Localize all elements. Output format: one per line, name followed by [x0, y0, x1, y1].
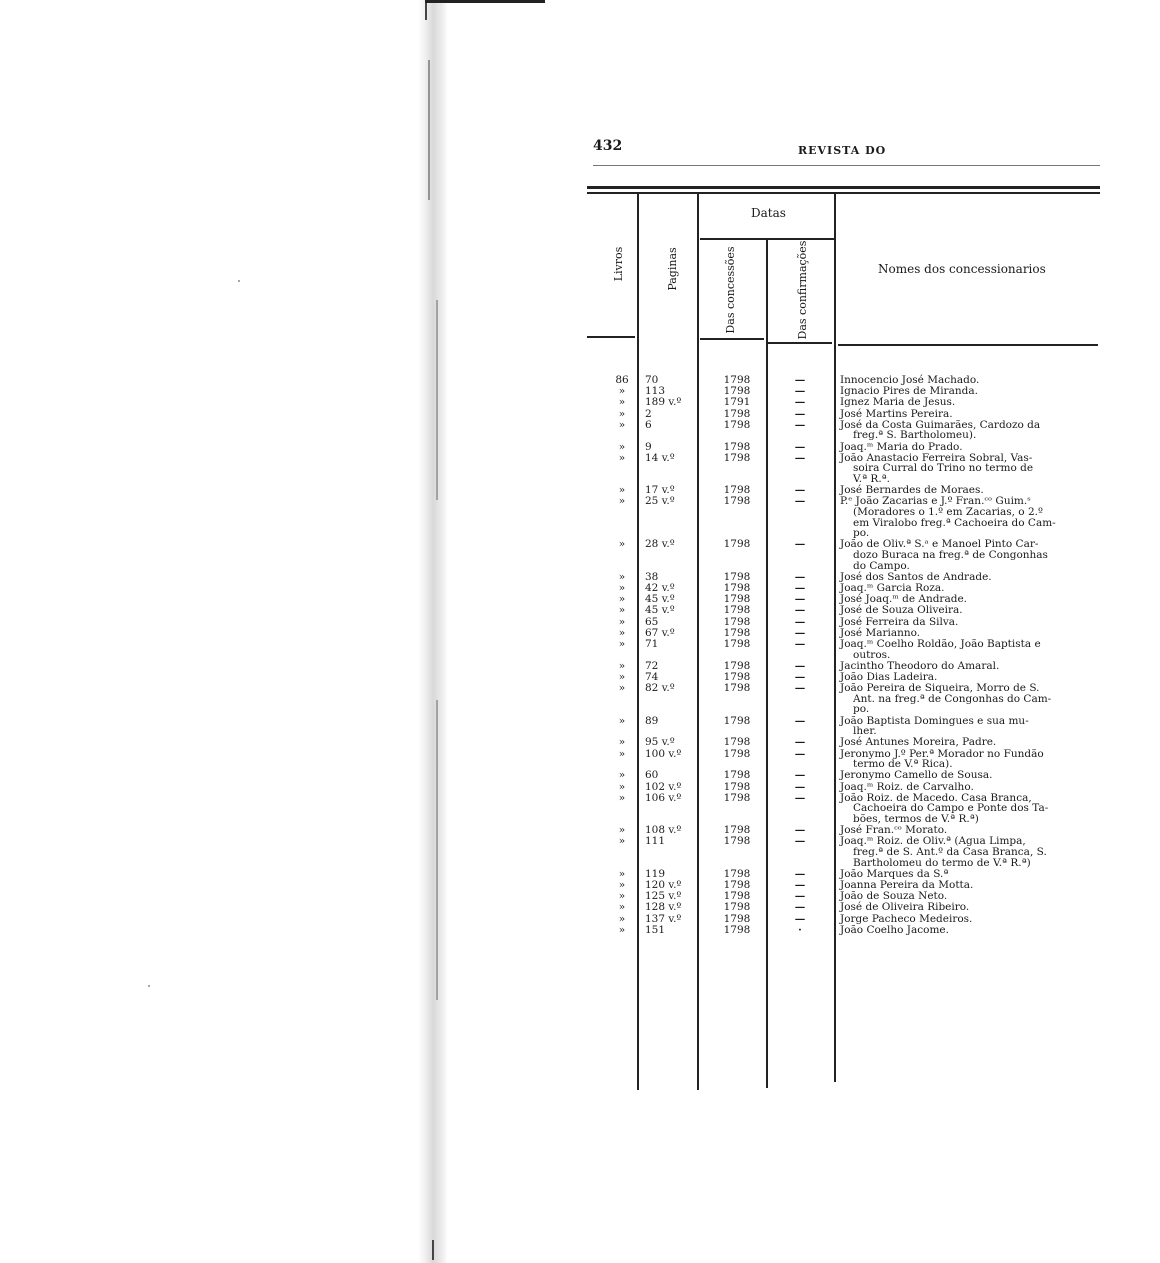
concessao-cell: 1798 — [723, 923, 751, 936]
livro-cell: » — [618, 901, 626, 914]
nome-line: po. — [853, 703, 870, 716]
livro-cell: » — [618, 396, 626, 409]
nome-line: Jorge Pacheco Medeiros. — [840, 912, 973, 925]
confirmacao-cell: — — [794, 890, 806, 903]
livro-cell: » — [618, 538, 626, 551]
pagina-cell: 14 v.º — [645, 451, 675, 464]
nome-line: Joaq.ᵐ Garcia Roza. — [840, 582, 945, 594]
nome-line: P.ᵉ João Zacarias e J.º Fran.ᶜᵒ Guim.ˢ — [840, 495, 1031, 508]
livro-cell: » — [618, 912, 626, 925]
nome-line: José Ferreira da Silva. — [840, 615, 959, 628]
pagina-cell: 17 v.º — [645, 484, 675, 497]
table-row — [0, 923, 1160, 937]
confirmacao-cell: — — [794, 451, 806, 464]
pagina-cell: 100 v.º — [645, 747, 682, 760]
nome-line: dozo Buraca na freg.ª de Congonhas — [853, 548, 1048, 561]
nome-line: Cachoeira do Campo e Ponte dos Ta- — [853, 802, 1049, 815]
confirmacao-cell: — — [794, 374, 806, 386]
confirmacao-cell: — — [794, 582, 806, 594]
pagina-cell: 189 v.º — [645, 396, 682, 409]
concessao-cell: 1798 — [723, 615, 751, 628]
header-bottom-rule — [700, 338, 764, 340]
concessao-cell: 1798 — [723, 835, 751, 848]
confirmacao-cell: — — [794, 747, 806, 760]
nome-line: soira Curral do Trino no termo de — [853, 462, 1034, 475]
concessao-cell: 1798 — [723, 407, 751, 420]
livro-cell: » — [618, 780, 626, 793]
livro-cell: » — [618, 615, 626, 628]
nome-line: Jacintho Theodoro do Amaral. — [840, 659, 1000, 672]
concessao-cell: 1798 — [723, 374, 751, 386]
concessao-cell: 1798 — [723, 879, 751, 891]
concessao-cell: 1798 — [723, 682, 751, 695]
livro-cell: » — [618, 407, 626, 420]
nome-line: Ignacio Pires de Miranda. — [840, 385, 978, 398]
livro-cell: » — [618, 769, 626, 782]
table-row — [0, 714, 1160, 738]
confirmacao-cell: — — [794, 626, 806, 639]
concessao-cell: 1798 — [723, 538, 751, 551]
livro-cell: » — [618, 824, 626, 837]
concessao-cell: 1798 — [723, 582, 751, 594]
livro-cell: » — [618, 626, 626, 639]
confirmacao-cell: — — [794, 867, 806, 880]
livro-cell: » — [618, 495, 626, 508]
gutter-edge-line — [432, 1240, 434, 1260]
pagina-cell: 70 — [645, 374, 659, 386]
confirmacao-cell: — — [794, 671, 806, 683]
table-top-rule-2 — [587, 192, 1100, 194]
table-top-rule — [587, 186, 1100, 189]
livro-cell: » — [618, 484, 626, 497]
livro-cell: » — [618, 867, 626, 880]
livro-cell: » — [618, 604, 626, 617]
confirmacao-cell: — — [794, 736, 806, 749]
top-edge-rule — [425, 0, 545, 3]
pagina-cell: 60 — [645, 769, 659, 782]
concessao-cell: 1798 — [723, 912, 751, 925]
livro-cell: » — [618, 385, 626, 398]
nome-line: José dos Santos de Andrade. — [840, 570, 992, 583]
nome-line: Jeronymo Camello de Sousa. — [840, 769, 993, 782]
concessao-cell: 1798 — [723, 440, 751, 453]
table-row — [0, 418, 1160, 442]
table-row — [0, 791, 1160, 825]
nome-line: outros. — [853, 648, 891, 661]
confirmacao-cell: — — [794, 912, 806, 925]
concessao-cell: 1798 — [723, 714, 751, 727]
concessao-cell: 1798 — [723, 747, 751, 760]
paginas-header: Paginas — [666, 247, 679, 291]
header-bottom-rule — [768, 342, 832, 344]
left-page-speck — [238, 280, 240, 282]
livro-cell: » — [618, 593, 626, 606]
nome-line: João Dias Ladeira. — [840, 671, 938, 683]
nome-line: José de Oliveira Ribeiro. — [840, 901, 970, 914]
concessao-cell: 1798 — [723, 671, 751, 683]
confirmacao-cell: — — [794, 440, 806, 453]
pagina-cell: 42 v.º — [645, 582, 675, 594]
nome-line: José Joaq.ᵐ de Andrade. — [840, 593, 967, 606]
pagina-cell: 106 v.º — [645, 791, 682, 804]
datas-header: Datas — [751, 206, 786, 220]
pagina-cell: 45 v.º — [645, 604, 675, 617]
pagina-cell: 9 — [645, 440, 652, 453]
table-row — [0, 681, 1160, 716]
livro-cell: » — [618, 671, 626, 683]
table-row — [0, 747, 1160, 771]
table-row — [0, 834, 1160, 869]
concessao-cell: 1798 — [723, 736, 751, 749]
pagina-cell: 71 — [645, 638, 659, 650]
concessao-cell: 1798 — [723, 824, 751, 837]
confirmacao-cell: — — [794, 615, 806, 628]
pagina-cell: 45 v.º — [645, 593, 675, 606]
livro-cell: » — [618, 659, 626, 672]
pagina-cell: 113 — [645, 385, 666, 398]
confirmacao-cell: — — [794, 418, 806, 431]
pagina-cell: 6 — [645, 418, 652, 431]
nome-line: do Campo. — [853, 559, 910, 572]
confirmacao-cell: — — [794, 593, 806, 606]
pagina-cell: 102 v.º — [645, 780, 682, 793]
nome-line: lher. — [853, 725, 877, 738]
concessao-cell: 1798 — [723, 791, 751, 804]
confirmacao-cell: — — [794, 714, 806, 727]
livros-header: Livros — [612, 246, 625, 282]
nome-line: Ignez Maria de Jesus. — [840, 396, 956, 409]
nome-line: João Roiz. de Macedo. Casa Branca, — [840, 791, 1032, 804]
confirmacao-cell: — — [794, 385, 806, 398]
header-rule — [593, 165, 1100, 166]
confirmacao-cell: — — [794, 780, 806, 793]
livro-cell: 86 — [615, 374, 629, 386]
pagina-cell: 28 v.º — [645, 538, 675, 551]
concessao-cell: 1798 — [723, 769, 751, 782]
pagina-cell: 2 — [645, 407, 652, 420]
nome-line: Ant. na freg.ª de Congonhas do Cam- — [853, 692, 1052, 705]
nome-line: freg.ª S. Bartholomeu). — [853, 429, 977, 442]
livro-cell: » — [618, 582, 626, 594]
nome-line: José de Souza Oliveira. — [840, 604, 963, 617]
livro-cell: » — [618, 638, 626, 650]
concessao-cell: 1798 — [723, 604, 751, 617]
table-row — [0, 637, 1160, 661]
livro-cell: » — [618, 418, 626, 431]
pagina-cell: 65 — [645, 615, 659, 628]
pagina-cell: 137 v.º — [645, 912, 682, 925]
nome-line: Bartholomeu do termo de V.ª R.ª) — [853, 856, 1031, 869]
concessao-cell: 1798 — [723, 385, 751, 398]
confirmacao-cell: — — [794, 659, 806, 672]
confirmacao-cell: — — [794, 396, 806, 409]
concessao-cell: 1798 — [723, 901, 751, 914]
nome-line: José Marianno. — [840, 626, 921, 639]
nome-line: termo de V.ª Rica). — [853, 758, 953, 771]
nome-line: João de Souza Neto. — [840, 890, 948, 903]
gutter-edge-line — [425, 0, 427, 20]
concessoes-header: Das concessões — [724, 246, 737, 334]
confirmacao-cell: — — [794, 604, 806, 617]
pagina-cell: 108 v.º — [645, 824, 682, 837]
nome-line: (Moradores o 1.º em Zacarias, o 2.º — [853, 505, 1043, 518]
nome-line: José da Costa Guimarães, Cardozo da — [840, 418, 1041, 431]
nome-line: Joanna Pereira da Motta. — [840, 879, 974, 891]
nome-line: José Antunes Moreira, Padre. — [840, 736, 997, 749]
nome-line: Jeronymo J.º Per.ª Morador no Fundão — [840, 747, 1044, 760]
confirmacao-cell: — — [794, 407, 806, 420]
pagina-cell: 119 — [645, 867, 666, 880]
nome-line: bões, termos de V.ª R.ª) — [853, 812, 979, 825]
page-number: 432 — [593, 138, 623, 154]
nomes-header: Nomes dos concessionarios — [878, 262, 1046, 276]
nome-line: José Martins Pereira. — [840, 407, 953, 420]
confirmacao-cell: — — [794, 901, 806, 914]
left-page-speck — [148, 985, 150, 987]
pagina-cell: 25 v.º — [645, 495, 675, 508]
running-head: REVISTA DO — [798, 144, 887, 157]
pagina-cell: 82 v.º — [645, 682, 675, 695]
confirmacao-cell: — — [794, 791, 806, 804]
confirmacao-cell: — — [794, 824, 806, 837]
concessao-cell: 1798 — [723, 593, 751, 606]
nome-line: João Coelho Jacome. — [840, 923, 949, 936]
pagina-cell: 38 — [645, 570, 659, 583]
gutter-edge-line — [428, 60, 430, 200]
table-row — [0, 494, 1160, 540]
nome-line: Joaq.ᵐ Roiz. de Carvalho. — [840, 780, 974, 793]
livro-cell: » — [618, 923, 626, 936]
pagina-cell: 89 — [645, 714, 659, 727]
confirmacao-cell: — — [794, 682, 806, 695]
concessao-cell: 1798 — [723, 780, 751, 793]
nome-line: José Fran.ᶜᵒ Morato. — [840, 824, 948, 837]
nome-line: Joaq.ᵐ Roiz. de Oliv.ª (Agua Limpa, — [840, 835, 1026, 848]
concessao-cell: 1798 — [723, 495, 751, 508]
nome-line: João de Oliv.ª S.ᵃ e Manoel Pinto Car- — [840, 538, 1039, 551]
nome-line: po. — [853, 527, 870, 540]
confirmacao-cell: · — [798, 923, 802, 936]
confirmacao-cell: — — [794, 879, 806, 891]
livro-cell: » — [618, 440, 626, 453]
concessao-cell: 1798 — [723, 867, 751, 880]
table-row — [0, 537, 1160, 572]
pagina-cell: 120 v.º — [645, 879, 682, 891]
table-row — [0, 451, 1160, 485]
header-bottom-rule — [838, 344, 1098, 346]
nome-line: João Pereira de Siqueira, Morro de S. — [840, 682, 1040, 695]
nome-line: Joaq.ᵐ Maria do Prado. — [840, 440, 963, 453]
concessao-cell: 1798 — [723, 451, 751, 464]
concessao-cell: 1798 — [723, 659, 751, 672]
livro-cell: » — [618, 890, 626, 903]
livro-cell: » — [618, 736, 626, 749]
pagina-cell: 111 — [645, 835, 666, 848]
livro-cell: » — [618, 791, 626, 804]
livro-cell: » — [618, 451, 626, 464]
pagina-cell: 151 — [645, 923, 666, 936]
pagina-cell: 67 v.º — [645, 626, 675, 639]
confirmacao-cell: — — [794, 638, 806, 650]
livro-cell: » — [618, 714, 626, 727]
livro-cell: » — [618, 570, 626, 583]
concessao-cell: 1798 — [723, 890, 751, 903]
nome-line: V.ª R.ª. — [853, 472, 890, 485]
pagina-cell: 72 — [645, 659, 659, 672]
confirmacoes-header: Das confirmações — [796, 240, 809, 340]
nome-line: Joaq.ᵐ Coelho Roldão, João Baptista e — [840, 638, 1041, 650]
page-header — [593, 138, 1100, 160]
livro-cell: » — [618, 682, 626, 695]
livro-cell: » — [618, 747, 626, 760]
concessao-cell: 1791 — [723, 396, 751, 409]
confirmacao-cell: — — [794, 484, 806, 497]
concessao-cell: 1798 — [723, 570, 751, 583]
nome-line: João Anastacio Ferreira Sobral, Vas- — [840, 451, 1033, 464]
concessao-cell: 1798 — [723, 418, 751, 431]
livro-cell: » — [618, 835, 626, 848]
nome-line: José Bernardes de Moraes. — [840, 484, 984, 497]
nome-line: freg.ª de S. Ant.º da Casa Branca, S. — [853, 845, 1047, 858]
confirmacao-cell: — — [794, 835, 806, 848]
concessao-cell: 1798 — [723, 638, 751, 650]
concessao-cell: 1798 — [723, 484, 751, 497]
confirmacao-cell: — — [794, 570, 806, 583]
nome-line: João Marques da S.ª — [840, 867, 949, 880]
livro-cell: » — [618, 879, 626, 891]
nome-line: Innocencio José Machado. — [840, 374, 980, 386]
pagina-cell: 125 v.º — [645, 890, 682, 903]
pagina-cell: 128 v.º — [645, 901, 682, 914]
datas-underline — [700, 238, 834, 240]
pagina-cell: 95 v.º — [645, 736, 675, 749]
pagina-cell: 74 — [645, 671, 659, 683]
nome-line: João Baptista Domingues e sua mu- — [840, 714, 1029, 727]
confirmacao-cell: — — [794, 495, 806, 508]
header-bottom-rule — [587, 336, 635, 338]
concessao-cell: 1798 — [723, 626, 751, 639]
nome-line: em Viralobo freg.ª Cachoeira do Cam- — [853, 516, 1056, 529]
confirmacao-cell: — — [794, 769, 806, 782]
confirmacao-cell: — — [794, 538, 806, 551]
